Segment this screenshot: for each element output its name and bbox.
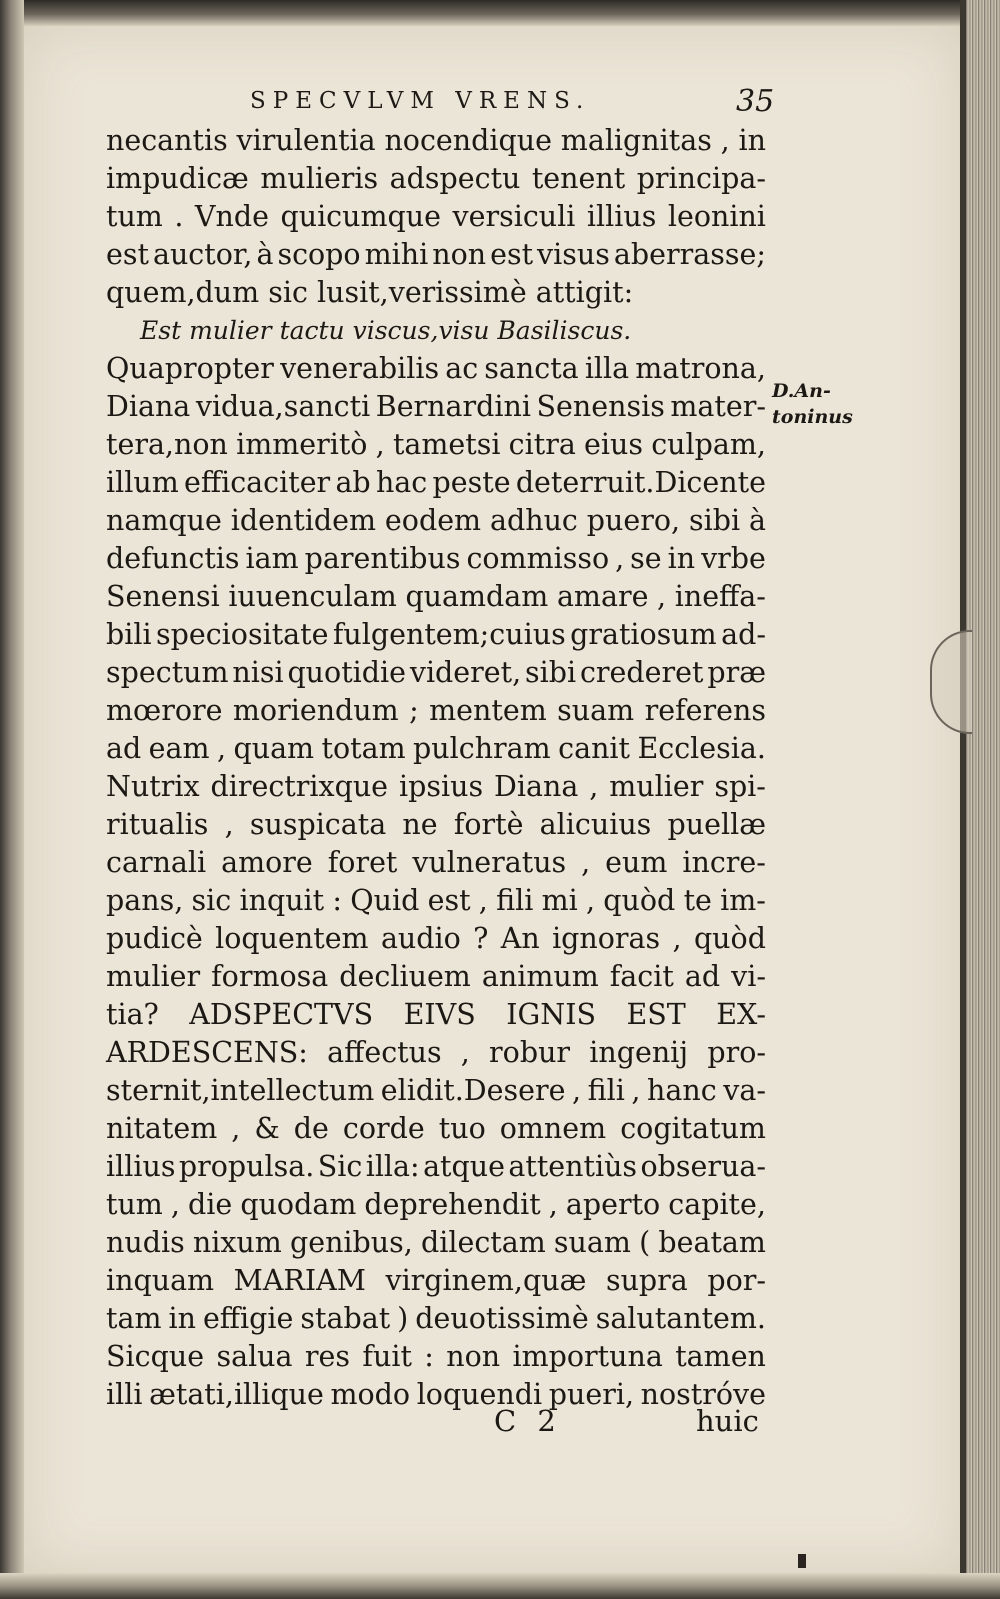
- text-line: pans, sic inquit : Quid est , fili mi , quòd te im-: [106, 884, 766, 917]
- book-page: [24, 26, 960, 1573]
- text-line: tera,non immeritò , tametsi citra eius culpam,: [106, 428, 766, 461]
- marginal-note-line: toninus: [772, 406, 853, 428]
- text-line: Quapropter venerabilis ac sancta illa matrona,: [106, 352, 766, 385]
- text-line: illum efficaciter ab hac peste deterruit.Dicente: [106, 466, 766, 499]
- text-line: namque identidem eodem adhuc puero, sibi à: [106, 504, 766, 537]
- binding-edge: [0, 0, 24, 1599]
- text-line: Sicque salua res fuit : non importuna tamen: [106, 1340, 766, 1373]
- text-line: impudicæ mulieris adspectu tenent principa-: [106, 162, 766, 195]
- text-line: pudicè loquentem audio ? An ignoras , quòd: [106, 922, 766, 955]
- text-line: tam in effigie stabat ) deuotissimè salutantem.: [106, 1302, 766, 1335]
- text-line: tia? ADSPECTVS EIVS IGNIS EST EX-: [106, 998, 766, 1031]
- text-line: tum , die quodam deprehendit , aperto capite,: [106, 1188, 766, 1221]
- text-line: ad eam , quam totam pulchram canit Ecclesia.: [106, 732, 766, 765]
- text-line: Diana vidua,sancti Bernardini Senensis mater-: [106, 390, 766, 423]
- text-line: Nutrix directrixque ipsius Diana , mulier spi-: [106, 770, 766, 803]
- folio-number: 35: [736, 84, 775, 119]
- top-page-edge: [0, 0, 1000, 26]
- text-line: mulier formosa decliuem animum facit ad vi-: [106, 960, 766, 993]
- text-line: nudis nixum genibus, dilectam suam ( beatam: [106, 1226, 766, 1259]
- text-line: necantis virulentia nocendique malignitas , in: [106, 124, 766, 157]
- bottom-page-edge: [0, 1573, 1000, 1599]
- text-line: ritualis , suspicata ne fortè alicuius puellæ: [106, 808, 766, 841]
- text-line: carnali amore foret vulneratus , eum incre-: [106, 846, 766, 879]
- text-line: illius propulsa. Sic illa: atque attentiùs obserua-: [106, 1150, 766, 1183]
- text-line: spectum nisi quotidie videret, sibi crederet præ: [106, 656, 766, 689]
- catchword: huic: [696, 1404, 759, 1438]
- text-line: tum . Vnde quicumque versiculi illius leonini: [106, 200, 766, 233]
- text-line: illi ætati,illique modo loquendi pueri, nostróve: [106, 1378, 766, 1411]
- right-page-edges: [960, 0, 1000, 1599]
- verse-line: Est mulier tactu viscus,visu Basiliscus.: [140, 316, 632, 345]
- text-line: defunctis iam parentibus commisso , se in vrbe: [106, 542, 766, 575]
- text-line: bili speciositate fulgentem;cuius gratiosum ad-: [106, 618, 766, 651]
- signature-mark: C 2: [494, 1404, 562, 1438]
- text-line: Senensi iuuenculam quamdam amare , ineffa-: [106, 580, 766, 613]
- text-line: ARDESCENS: affectus , robur ingenij pro-: [106, 1036, 766, 1069]
- running-header: SPECVLVM VRENS.: [250, 88, 591, 114]
- ink-speck: [798, 1554, 806, 1568]
- text-line: inquam MARIAM virginem,quæ supra por-: [106, 1264, 766, 1297]
- marginal-note: [772, 378, 862, 430]
- marginal-note-line: D.An-: [772, 380, 831, 402]
- text-line: quem,dum sic lusit,verissimè attigit:: [106, 276, 634, 309]
- text-line: sternit,intellectum elidit.Desere , fili , hanc va-: [106, 1074, 766, 1107]
- text-line: est auctor, à scopo mihi non est visus aberrasse;: [106, 238, 766, 271]
- text-line: mœrore moriendum ; mentem suam referens: [106, 694, 766, 727]
- body-text: [106, 122, 766, 1414]
- text-line: nitatem , & de corde tuo omnem cogitatum: [106, 1112, 766, 1145]
